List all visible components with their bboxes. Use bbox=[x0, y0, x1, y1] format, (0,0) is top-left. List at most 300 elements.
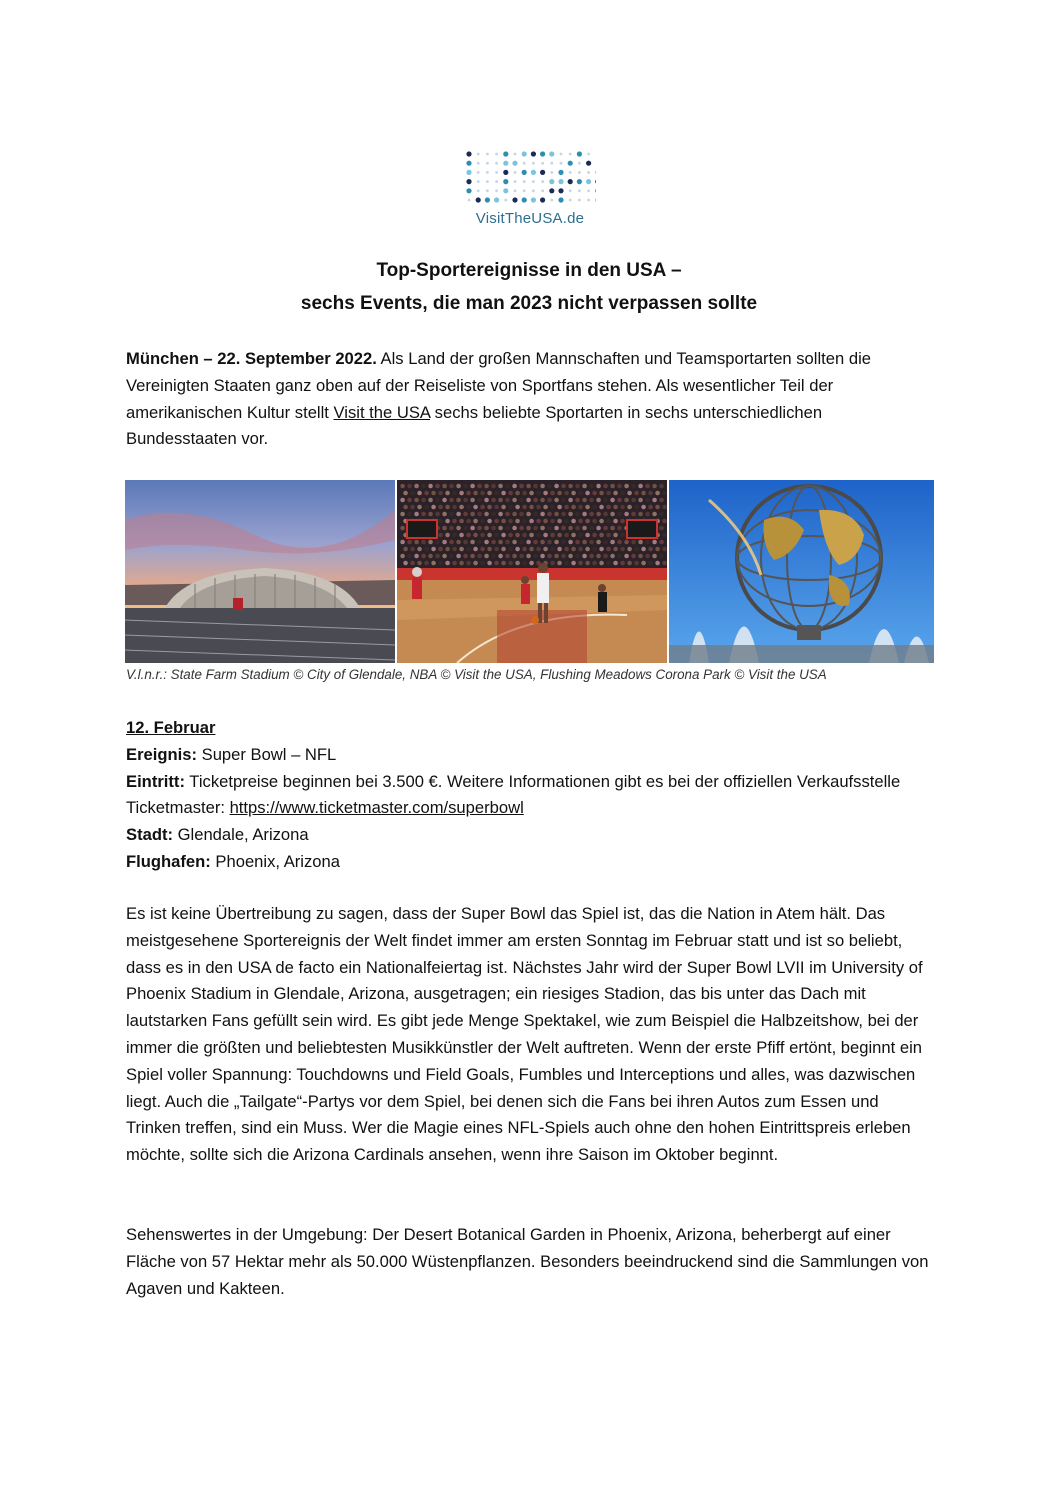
crowd-dot bbox=[638, 498, 643, 503]
logo-dot bbox=[577, 151, 582, 156]
crowd-dot bbox=[617, 512, 622, 517]
crowd-dot bbox=[599, 561, 604, 566]
logo-dot bbox=[587, 171, 590, 174]
crowd-dot bbox=[617, 498, 622, 503]
crowd-dot bbox=[547, 526, 552, 531]
crowd-dot bbox=[550, 519, 555, 524]
crowd-dot bbox=[526, 484, 531, 489]
event-label: Ereignis: bbox=[126, 744, 198, 764]
crowd-dot bbox=[592, 533, 597, 538]
crowd-dot bbox=[589, 484, 594, 489]
crowd-dot bbox=[659, 526, 664, 531]
crowd-dot bbox=[606, 547, 611, 552]
logo-dot bbox=[477, 189, 480, 192]
crowd-dot bbox=[463, 554, 468, 559]
crowd-dot bbox=[477, 498, 482, 503]
crowd-dot bbox=[547, 498, 552, 503]
crowd-dot bbox=[414, 554, 419, 559]
crowd-dot bbox=[655, 561, 660, 566]
logo-dot bbox=[578, 171, 581, 174]
ticketmaster-link[interactable]: https://www.ticketmaster.com/superbowl bbox=[229, 798, 524, 818]
crowd-dot bbox=[484, 540, 489, 545]
crowd-dot bbox=[484, 554, 489, 559]
crowd-dot bbox=[652, 554, 657, 559]
crowd-dot bbox=[526, 554, 531, 559]
crowd-dot bbox=[526, 512, 531, 517]
crowd-dot bbox=[494, 561, 499, 566]
crowd-dot bbox=[508, 533, 513, 538]
crowd-dot bbox=[578, 491, 583, 496]
crowd-dot bbox=[568, 512, 573, 517]
crowd-dot bbox=[435, 498, 440, 503]
crowd-dot bbox=[624, 484, 629, 489]
crowd-dot bbox=[519, 484, 524, 489]
crowd-dot bbox=[438, 561, 443, 566]
crowd-dot bbox=[442, 484, 447, 489]
crowd-dot bbox=[508, 547, 513, 552]
crowd-dot bbox=[438, 547, 443, 552]
crowd-dot bbox=[554, 540, 559, 545]
crowd-dot bbox=[561, 540, 566, 545]
logo-dot bbox=[569, 199, 572, 202]
city-label: Stadt: bbox=[126, 825, 174, 845]
crowd-dot bbox=[578, 561, 583, 566]
logo-dot bbox=[540, 170, 545, 175]
crowd-dot bbox=[456, 484, 461, 489]
crowd-dot bbox=[582, 484, 587, 489]
crowd-dot bbox=[470, 526, 475, 531]
logo-dot bbox=[568, 179, 573, 184]
logo-dot bbox=[595, 179, 596, 184]
crowd-dot bbox=[445, 519, 450, 524]
crowd-dot bbox=[522, 491, 527, 496]
logo-dot bbox=[522, 151, 527, 156]
crowd-dot bbox=[589, 512, 594, 517]
crowd-dot bbox=[557, 547, 562, 552]
crowd-dot bbox=[571, 505, 576, 510]
intro-paragraph bbox=[126, 346, 936, 453]
crowd-dot bbox=[435, 540, 440, 545]
crowd-dot bbox=[410, 547, 415, 552]
logo-dot bbox=[486, 153, 489, 156]
logo-dot bbox=[540, 197, 545, 202]
crowd-dot bbox=[526, 498, 531, 503]
crowd-dot bbox=[505, 498, 510, 503]
logo-dot bbox=[541, 162, 544, 165]
crowd-dot bbox=[435, 512, 440, 517]
crowd-dot bbox=[575, 498, 580, 503]
crowd-dot bbox=[589, 540, 594, 545]
crowd-dot bbox=[407, 484, 412, 489]
logo-dot bbox=[486, 189, 489, 192]
crowd-dot bbox=[470, 554, 475, 559]
event-row bbox=[126, 742, 936, 769]
crowd-dot bbox=[473, 533, 478, 538]
logo-dot bbox=[514, 171, 517, 174]
crowd-dot bbox=[487, 519, 492, 524]
logo-dot bbox=[569, 171, 572, 174]
crowd-dot bbox=[522, 561, 527, 566]
crowd-dot bbox=[547, 512, 552, 517]
crowd-dot bbox=[543, 519, 548, 524]
crowd-dot bbox=[519, 540, 524, 545]
crowd-dot bbox=[515, 491, 520, 496]
crowd-dot bbox=[480, 491, 485, 496]
crowd-dot bbox=[470, 498, 475, 503]
body-paragraph-1: Es ist keine Übertreibung zu sagen, dass der Super Bowl das Spiel ist, das die Nation in Atem hält. Das meistgesehene Sportereignis der Welt findet immer am ersten Sonntag im Februar statt und ist so beliebt, dass es in den USA de facto ein Nationalfeiertag ist. Nächstes Jahr wird der Super Bowl LVII im University of Phoenix Stadium in Glendale, Arizona, ausgetragen; ein riesiges Stadion, das bis unter das Dach mit lautstarken Fans gefüllt sein wird. Es gibt jede Menge Spektakel, wie zum Beispiel die Halbzeitshow, bei der immer die größten und beliebtesten Musikkünstler der Welt auftreten. Wenn der erste Pfiff ertönt, beginnt ein Spiel voller Spannung: Touchdowns und Field Goals, Fumbles und Interceptions und alles, was dazwischen liegt. Auch die „Tailgate“-Partys vor dem Spiel, bei denen sich die Fans bei ihren Autos zum Essen und Trinken treffen, sind ein Muss. Wer die Magie eines NFL-Spiels auch ohne den hohen Eintrittspreis erleben möchte, sollte sich die Arizona Cardinals ansehen, wenn ihre Saison im Oktober beginnt. bbox=[126, 904, 923, 1165]
crowd-dot bbox=[568, 526, 573, 531]
crowd-dot bbox=[603, 484, 608, 489]
crowd-dot bbox=[480, 519, 485, 524]
crowd-dot bbox=[568, 498, 573, 503]
crowd-dot bbox=[529, 505, 534, 510]
crowd-dot bbox=[596, 498, 601, 503]
crowd-dot bbox=[578, 533, 583, 538]
logo-dot bbox=[577, 179, 582, 184]
crowd-dot bbox=[662, 519, 667, 524]
crowd-dot bbox=[634, 505, 639, 510]
logo-dot bbox=[514, 153, 517, 156]
crowd-dot bbox=[582, 554, 587, 559]
body-paragraph-2: Sehenswertes in der Umgebung: Der Desert Botanical Garden in Phoenix, Arizona, beherbergt auf einer Fläche von 57 Hektar mehr als 50.000 Wüstenpflanzen. Besonders beeindruckend sind die Sammlungen von Agaven und Kakteen. bbox=[126, 1225, 929, 1298]
crowd-dot bbox=[512, 526, 517, 531]
crowd-dot bbox=[533, 540, 538, 545]
crowd-dot bbox=[456, 526, 461, 531]
logo-dot bbox=[523, 162, 526, 165]
crowd-dot bbox=[473, 505, 478, 510]
logo-dot bbox=[540, 151, 545, 156]
logo-dot bbox=[560, 153, 563, 156]
crowd-dot bbox=[536, 519, 541, 524]
crowd-dot bbox=[610, 484, 615, 489]
crowd-dot bbox=[662, 533, 667, 538]
logo-dot bbox=[531, 197, 536, 202]
logo-dot bbox=[523, 180, 526, 183]
airport-row bbox=[126, 849, 936, 876]
crowd-dot bbox=[435, 554, 440, 559]
crowd-dot bbox=[400, 498, 405, 503]
crowd-dot bbox=[613, 533, 618, 538]
crowd-dot bbox=[491, 526, 496, 531]
logo-dot bbox=[477, 180, 480, 183]
crowd-dot bbox=[487, 561, 492, 566]
crowd-dot bbox=[470, 540, 475, 545]
crowd-dot bbox=[613, 547, 618, 552]
crowd-dot bbox=[606, 491, 611, 496]
crowd-dot bbox=[526, 540, 531, 545]
crowd-dot bbox=[456, 554, 461, 559]
crowd-dot bbox=[645, 484, 650, 489]
crowd-dot bbox=[561, 512, 566, 517]
crowd-dot bbox=[470, 512, 475, 517]
crowd-dot bbox=[547, 554, 552, 559]
event-value: Super Bowl – NFL bbox=[197, 744, 337, 764]
crowd-dot bbox=[589, 554, 594, 559]
crowd-dot bbox=[449, 512, 454, 517]
crowd-dot bbox=[564, 519, 569, 524]
crowd-dot bbox=[456, 498, 461, 503]
crowd-dot bbox=[403, 561, 408, 566]
crowd-dot bbox=[662, 491, 667, 496]
crowd-dot bbox=[449, 526, 454, 531]
crowd-dot bbox=[466, 561, 471, 566]
crowd-dot bbox=[459, 561, 464, 566]
crowd-dot bbox=[606, 561, 611, 566]
crowd-dot bbox=[652, 498, 657, 503]
crowd-dot bbox=[463, 498, 468, 503]
crowd-dot bbox=[480, 561, 485, 566]
crowd-dot bbox=[407, 498, 412, 503]
crowd-dot bbox=[627, 547, 632, 552]
crowd-dot bbox=[452, 505, 457, 510]
logo-dot bbox=[532, 189, 535, 192]
crowd-dot bbox=[564, 561, 569, 566]
crowd-dot bbox=[659, 540, 664, 545]
crowd-dot bbox=[473, 519, 478, 524]
intro-text-before-link: Als Land der großen Mannschaften und Teamsportarten sollten die Vereinigten Staaten ganz oben auf der Reiseliste von Sportfans stehen. Als wesentlicher Teil der amerikanischen Kultur stellt bbox=[126, 349, 871, 422]
crowd-dot bbox=[466, 519, 471, 524]
crowd-dot bbox=[501, 533, 506, 538]
crowd-dot bbox=[400, 554, 405, 559]
crowd-dot bbox=[599, 547, 604, 552]
crowd-dot bbox=[603, 540, 608, 545]
crowd-dot bbox=[407, 512, 412, 517]
crowd-dot bbox=[575, 512, 580, 517]
crowd-dot bbox=[652, 512, 657, 517]
crowd-dot bbox=[407, 540, 412, 545]
crowd-dot bbox=[424, 561, 429, 566]
crowd-dot bbox=[585, 561, 590, 566]
logo-dot bbox=[477, 153, 480, 156]
crowd-dot bbox=[557, 561, 562, 566]
crowd-dot bbox=[596, 540, 601, 545]
logo-dot bbox=[558, 188, 563, 193]
crowd-dot bbox=[477, 554, 482, 559]
crowd-dot bbox=[519, 498, 524, 503]
crowd-dot bbox=[529, 519, 534, 524]
logo-dot bbox=[486, 162, 489, 165]
logo-dot bbox=[522, 170, 527, 175]
crowd-dot bbox=[512, 554, 517, 559]
logo-dot bbox=[512, 161, 517, 166]
logo-dot bbox=[477, 162, 480, 165]
crowd-dot bbox=[645, 512, 650, 517]
logo-dot bbox=[468, 199, 471, 202]
crowd-dot bbox=[417, 491, 422, 496]
crowd-dot bbox=[519, 554, 524, 559]
crowd-dot bbox=[477, 540, 482, 545]
crowd-dot bbox=[550, 561, 555, 566]
crowd-dot bbox=[449, 484, 454, 489]
logo-dot bbox=[578, 162, 581, 165]
crowd-dot bbox=[529, 547, 534, 552]
crowd-dot bbox=[603, 526, 608, 531]
crowd-dot bbox=[400, 484, 405, 489]
crowd-dot bbox=[638, 540, 643, 545]
crowd-dot bbox=[634, 491, 639, 496]
crowd-dot bbox=[473, 561, 478, 566]
crowd-dot bbox=[592, 491, 597, 496]
crowd-dot bbox=[501, 491, 506, 496]
crowd-dot bbox=[487, 491, 492, 496]
logo-dot bbox=[595, 197, 596, 202]
crowd-dot bbox=[403, 505, 408, 510]
crowd-dot bbox=[431, 505, 436, 510]
logo-dot bbox=[550, 162, 553, 165]
crowd-dot bbox=[610, 526, 615, 531]
crowd-dot bbox=[442, 540, 447, 545]
crowd-dot bbox=[477, 512, 482, 517]
crowd-dot bbox=[491, 554, 496, 559]
crowd-dot bbox=[414, 540, 419, 545]
crowd-dot bbox=[659, 554, 664, 559]
crowd-dot bbox=[522, 533, 527, 538]
crowd-dot bbox=[438, 491, 443, 496]
crowd-dot bbox=[515, 547, 520, 552]
crowd-dot bbox=[417, 561, 422, 566]
logo-dot bbox=[560, 162, 563, 165]
crowd-dot bbox=[533, 512, 538, 517]
logo-dot bbox=[466, 151, 471, 156]
crowd-dot bbox=[498, 512, 503, 517]
logo-dot bbox=[495, 180, 498, 183]
crowd-dot bbox=[445, 505, 450, 510]
crowd-dot bbox=[515, 533, 520, 538]
crowd-dot bbox=[550, 547, 555, 552]
crowd-dot bbox=[575, 526, 580, 531]
crowd-dot bbox=[484, 512, 489, 517]
crowd-dot bbox=[438, 533, 443, 538]
crowd-dot bbox=[557, 505, 562, 510]
photo-caption: V.l.n.r.: State Farm Stadium © City of Glendale, NBA © Visit the USA, Flushing Meadows Corona Park © Visit the USA bbox=[126, 667, 827, 682]
logo-dot bbox=[568, 161, 573, 166]
logo-dot bbox=[495, 162, 498, 165]
crowd-dot bbox=[515, 519, 520, 524]
crowd-dot bbox=[522, 547, 527, 552]
dateline: München – 22. September 2022. bbox=[126, 349, 377, 368]
crowd-dot bbox=[403, 547, 408, 552]
crowd-dot bbox=[655, 547, 660, 552]
crowd-dot bbox=[631, 484, 636, 489]
crowd-dot bbox=[648, 561, 653, 566]
logo-dot bbox=[486, 171, 489, 174]
crowd-dot bbox=[501, 505, 506, 510]
crowd-dot bbox=[659, 484, 664, 489]
crowd-dot bbox=[571, 491, 576, 496]
event-date: 12. Februar bbox=[126, 718, 216, 737]
crowd-dot bbox=[554, 498, 559, 503]
crowd-dot bbox=[543, 505, 548, 510]
crowd-dot bbox=[599, 519, 604, 524]
crowd-dot bbox=[540, 484, 545, 489]
crowd-dot bbox=[498, 526, 503, 531]
crowd-dot bbox=[515, 561, 520, 566]
logo-dot bbox=[486, 180, 489, 183]
logo-dot bbox=[503, 179, 508, 184]
logo-dot bbox=[558, 170, 563, 175]
crowd-dot bbox=[410, 561, 415, 566]
crowd-dot bbox=[536, 533, 541, 538]
crowd-dot bbox=[529, 533, 534, 538]
crowd-dot bbox=[606, 519, 611, 524]
crowd-dot bbox=[617, 484, 622, 489]
crowd-dot bbox=[452, 519, 457, 524]
crowd-dot bbox=[564, 533, 569, 538]
logo-dot bbox=[531, 151, 536, 156]
crowd-dot bbox=[487, 505, 492, 510]
crowd-dot bbox=[624, 554, 629, 559]
crowd-dot bbox=[435, 484, 440, 489]
crowd-dot bbox=[568, 540, 573, 545]
crowd-dot bbox=[522, 505, 527, 510]
crowd-dot bbox=[431, 491, 436, 496]
crowd-dot bbox=[617, 554, 622, 559]
entry-label: Eintritt: bbox=[126, 771, 185, 791]
crowd-dot bbox=[634, 561, 639, 566]
crowd-dot bbox=[512, 484, 517, 489]
crowd-dot bbox=[442, 512, 447, 517]
crowd-dot bbox=[641, 547, 646, 552]
crowd-dot bbox=[662, 561, 667, 566]
crowd-dot bbox=[610, 512, 615, 517]
crowd-dot bbox=[498, 484, 503, 489]
crowd-dot bbox=[603, 512, 608, 517]
crowd-dot bbox=[652, 484, 657, 489]
crowd-dot bbox=[449, 540, 454, 545]
city-value: Glendale, Arizona bbox=[173, 825, 309, 845]
crowd-dot bbox=[659, 512, 664, 517]
visit-the-usa-link[interactable]: Visit the USA bbox=[333, 402, 431, 422]
crowd-dot bbox=[466, 505, 471, 510]
logo-dot bbox=[549, 151, 554, 156]
crowd-dot bbox=[638, 484, 643, 489]
crowd-dot bbox=[582, 498, 587, 503]
logo-dot bbox=[541, 189, 544, 192]
logo-dot bbox=[512, 197, 517, 202]
crowd-dot bbox=[519, 512, 524, 517]
crowd-dot bbox=[508, 491, 513, 496]
crowd-dot bbox=[491, 484, 496, 489]
crowd-dot bbox=[445, 533, 450, 538]
crowd-dot bbox=[452, 561, 457, 566]
crowd-dot bbox=[662, 505, 667, 510]
crowd-dot bbox=[449, 554, 454, 559]
crowd-dot bbox=[578, 547, 583, 552]
crowd-dot bbox=[414, 512, 419, 517]
crowd-dot bbox=[547, 484, 552, 489]
crowd-dot bbox=[659, 498, 664, 503]
crowd-dot bbox=[417, 505, 422, 510]
crowd-dot bbox=[599, 505, 604, 510]
visittheusa-logo[interactable] bbox=[460, 150, 600, 232]
crowd-dot bbox=[536, 491, 541, 496]
crowd-dot bbox=[596, 484, 601, 489]
crowd-dot bbox=[491, 540, 496, 545]
crowd-dot bbox=[603, 498, 608, 503]
crowd-dot bbox=[512, 498, 517, 503]
crowd-dot bbox=[428, 512, 433, 517]
crowd-dot bbox=[505, 512, 510, 517]
logo-dot bbox=[587, 189, 590, 192]
crowd-dot bbox=[505, 484, 510, 489]
crowd-dot bbox=[585, 505, 590, 510]
crowd-dot bbox=[557, 519, 562, 524]
airport-label: Flughafen: bbox=[126, 851, 211, 871]
crowd-dot bbox=[613, 519, 618, 524]
crowd-dot bbox=[484, 498, 489, 503]
crowd-dot bbox=[578, 519, 583, 524]
logo-dot bbox=[485, 197, 490, 202]
